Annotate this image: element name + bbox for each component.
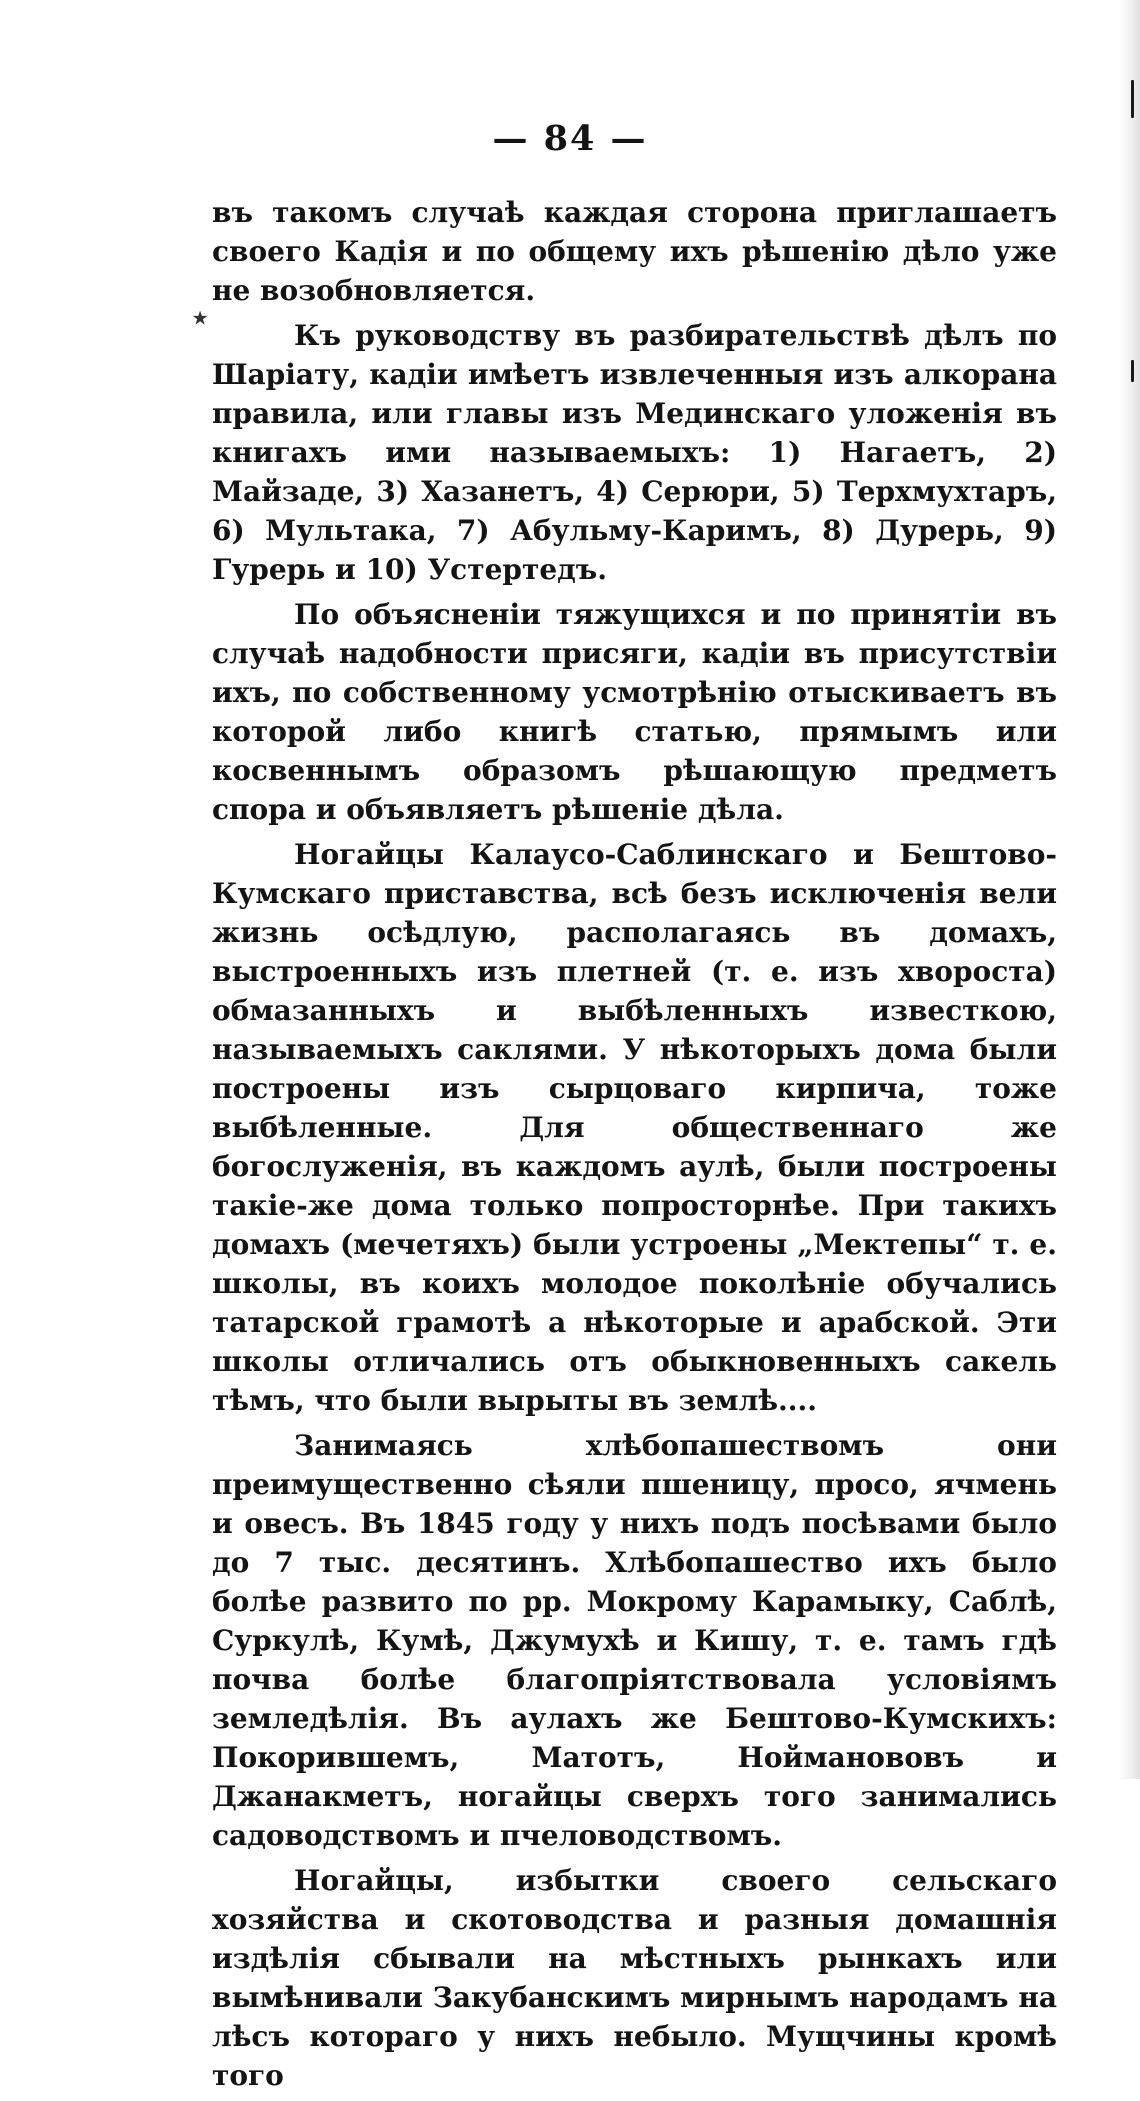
paragraph: Ногайцы, избытки своего сельскаго хозяйства и скотоводства и разныя домашнія издѣлія сбывали на мѣстныхъ рынкахъ или вымѣнивали Закубанскимъ мирнымъ народамъ на лѣсъ котораго у нихъ небыло. Мущчины кромѣ того <box>212 1864 1057 2092</box>
page-edge-shadow <box>1118 0 1140 1779</box>
margin-annotation: ٭ <box>193 303 208 333</box>
page-number: — 84 — <box>492 118 648 159</box>
body-text <box>212 193 1057 2101</box>
page-edge-mark <box>1131 360 1134 382</box>
paragraph: Занимаясь хлѣбопашествомъ они преимущественно сѣяли пшеницу, просо, ячмень и овесъ. Въ 1845 году у нихъ подъ посѣвами было до 7 тыс. десятинъ. Хлѣбопашество ихъ было болѣе развито по рр. Мокрому Карамыку, Саблѣ, Суркулѣ, Кумѣ, Джумухѣ и Кишу, т. е. тамъ гдѣ почва болѣе благопріятствовала условіямъ земледѣлія. Въ аулахъ же Бештово-Кумскихъ: Покорившемъ, Матотъ, Нойманововъ и Джанакметъ, ногайцы сверхъ того занимались садоводствомъ и пчеловодствомъ. <box>212 1429 1057 1852</box>
paragraph: По объясненіи тяжущихся и по принятіи въ случаѣ надобности присяги, кадіи въ присутствіи ихъ, по собственному усмотрѣнію отыскиваетъ въ которой либо книгѣ статью, прямымъ или косвеннымъ образомъ рѣшающую предметъ спора и объявляетъ рѣшеніе дѣла. <box>212 598 1057 826</box>
paragraph: Ногайцы Калаусо-Саблинскаго и Бештово-Кумскаго приставства, всѣ безъ исключенія вели жизнь осѣдлую, располагаясь въ домахъ, выстроенныхъ изъ плетней (т. е. изъ хвороста) обмазанныхъ и выбѣленныхъ известкою, называемыхъ саклями. У нѣкоторыхъ дома были построены изъ сырцоваго кирпича, тоже выбѣленные. Для общественнаго же богослуженія, въ каждомъ аулѣ, были построены такіе-же дома только попросторнѣе. При такихъ домахъ (мечетяхъ) были устроены „Мектепы“ т. е. школы, въ коихъ молодое поколѣніе обучались татарской грамотѣ а нѣкоторые и арабской. Эти школы отличались отъ обыкновенныхъ сакель тѣмъ, что были вырыты въ землѣ.... <box>212 838 1057 1417</box>
paragraph: въ такомъ случаѣ каждая сторона приглашаетъ своего Кадія и по общему ихъ рѣшенію дѣло уже не возобновляется. <box>212 196 1057 307</box>
paragraph: Къ руководству въ разбирательствѣ дѣлъ по Шаріату, кадіи имѣетъ извлеченныя изъ алкорана правила, или главы изъ Мединскаго уложенія въ книгахъ ими называемыхъ: 1) Нагаетъ, 2) Майзаде, 3) Хазанетъ, 4) Серюри, 5) Терхмухтаръ, 6) Мультака, 7) Абульму-Каримъ, 8) Дурерь, 9) Гурерь и 10) Устертедъ. <box>212 319 1057 586</box>
page-edge-mark <box>1131 80 1134 118</box>
